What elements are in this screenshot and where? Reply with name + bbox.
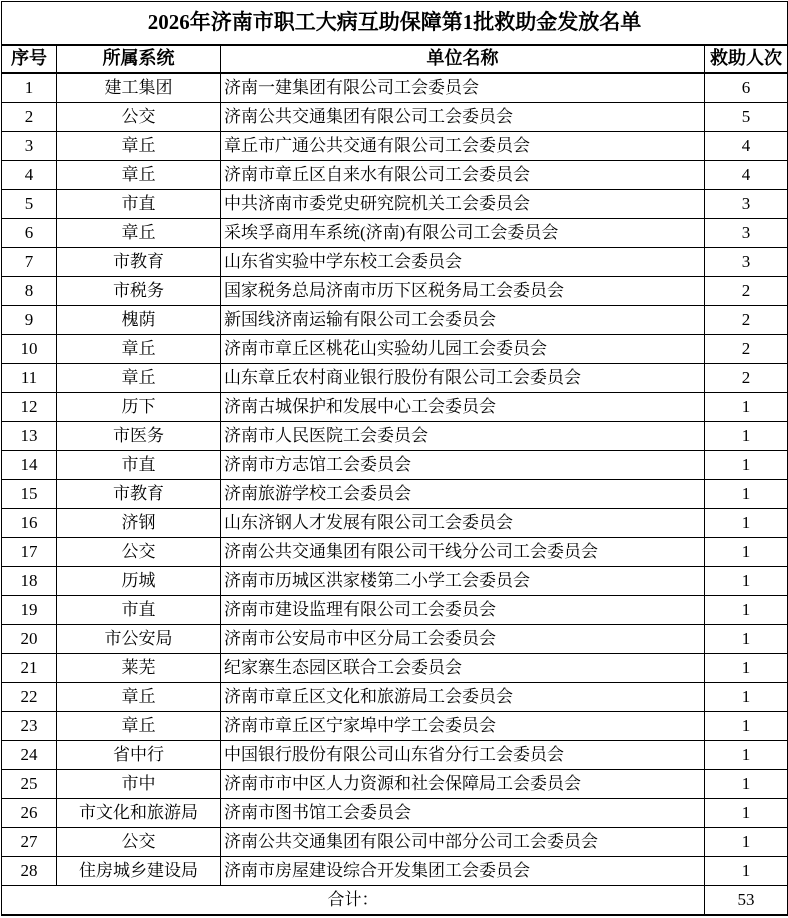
row-count: 2 [705, 306, 788, 335]
row-unit: 新国线济南运输有限公司工会委员会 [221, 306, 705, 335]
row-unit: 中共济南市委党史研究院机关工会委员会 [221, 190, 705, 219]
row-index: 2 [2, 103, 57, 132]
row-count: 1 [705, 857, 788, 886]
row-index: 25 [2, 770, 57, 799]
table-row [2, 625, 788, 654]
row-unit: 济南古城保护和发展中心工会委员会 [221, 393, 705, 422]
table-row [2, 277, 788, 306]
row-unit: 山东济钢人才发展有限公司工会委员会 [221, 509, 705, 538]
row-system: 章丘 [57, 335, 221, 364]
col-header-index: 序号 [2, 45, 57, 73]
row-index: 11 [2, 364, 57, 393]
table-row [2, 451, 788, 480]
row-system: 章丘 [57, 364, 221, 393]
row-index: 20 [2, 625, 57, 654]
row-unit: 济南市人民医院工会委员会 [221, 422, 705, 451]
row-system: 市文化和旅游局 [57, 799, 221, 828]
header-row [2, 45, 788, 73]
row-system: 市医务 [57, 422, 221, 451]
row-system: 章丘 [57, 683, 221, 712]
row-unit: 济南公共交通集团有限公司中部分公司工会委员会 [221, 828, 705, 857]
row-system: 市直 [57, 596, 221, 625]
row-count: 1 [705, 451, 788, 480]
row-index: 7 [2, 248, 57, 277]
total-label: 合计： [2, 886, 705, 916]
row-count: 4 [705, 161, 788, 190]
row-system: 历下 [57, 393, 221, 422]
row-system: 章丘 [57, 161, 221, 190]
row-unit: 济南市房屋建设综合开发集团工会委员会 [221, 857, 705, 886]
row-count: 1 [705, 567, 788, 596]
table-row [2, 103, 788, 132]
row-index: 14 [2, 451, 57, 480]
row-unit: 济南市方志馆工会委员会 [221, 451, 705, 480]
row-system: 章丘 [57, 132, 221, 161]
table-row [2, 219, 788, 248]
row-count: 1 [705, 538, 788, 567]
table-row [2, 567, 788, 596]
table-row [2, 132, 788, 161]
col-header-unit: 单位名称 [221, 45, 705, 73]
row-index: 18 [2, 567, 57, 596]
table-row [2, 683, 788, 712]
row-count: 2 [705, 335, 788, 364]
table-body [2, 73, 788, 886]
row-count: 1 [705, 712, 788, 741]
row-system: 市教育 [57, 248, 221, 277]
row-index: 10 [2, 335, 57, 364]
row-count: 1 [705, 741, 788, 770]
row-system: 公交 [57, 828, 221, 857]
row-system: 公交 [57, 538, 221, 567]
row-unit: 济南市章丘区桃花山实验幼儿园工会委员会 [221, 335, 705, 364]
table-row [2, 248, 788, 277]
row-system: 历城 [57, 567, 221, 596]
row-unit: 济南市图书馆工会委员会 [221, 799, 705, 828]
table-row [2, 364, 788, 393]
row-count: 3 [705, 190, 788, 219]
row-index: 28 [2, 857, 57, 886]
row-unit: 采埃孚商用车系统(济南)有限公司工会委员会 [221, 219, 705, 248]
table-row [2, 480, 788, 509]
row-index: 24 [2, 741, 57, 770]
table-row [2, 73, 788, 103]
total-row [2, 886, 788, 916]
table-row [2, 828, 788, 857]
col-header-system: 所属系统 [57, 45, 221, 73]
table-row [2, 741, 788, 770]
row-count: 6 [705, 73, 788, 103]
row-index: 23 [2, 712, 57, 741]
table-row [2, 654, 788, 683]
row-count: 1 [705, 422, 788, 451]
total-value: 53 [705, 886, 788, 916]
row-system: 章丘 [57, 712, 221, 741]
page-title: 2026年济南市职工大病互助保障第1批救助金发放名单 [2, 2, 788, 46]
col-header-count: 救助人次 [705, 45, 788, 73]
title-row [2, 2, 788, 46]
row-count: 3 [705, 219, 788, 248]
row-index: 9 [2, 306, 57, 335]
table-row [2, 393, 788, 422]
row-index: 19 [2, 596, 57, 625]
row-index: 13 [2, 422, 57, 451]
row-index: 15 [2, 480, 57, 509]
table-row [2, 190, 788, 219]
table-row [2, 770, 788, 799]
row-system: 公交 [57, 103, 221, 132]
row-unit: 济南市章丘区宁家埠中学工会委员会 [221, 712, 705, 741]
row-count: 1 [705, 596, 788, 625]
row-unit: 济南一建集团有限公司工会委员会 [221, 73, 705, 103]
row-index: 16 [2, 509, 57, 538]
row-system: 住房城乡建设局 [57, 857, 221, 886]
row-system: 省中行 [57, 741, 221, 770]
table-row [2, 161, 788, 190]
row-count: 1 [705, 828, 788, 857]
table-row [2, 538, 788, 567]
row-unit: 济南市章丘区文化和旅游局工会委员会 [221, 683, 705, 712]
row-unit: 济南公共交通集团有限公司干线分公司工会委员会 [221, 538, 705, 567]
row-unit: 济南市市中区人力资源和社会保障局工会委员会 [221, 770, 705, 799]
row-unit: 济南旅游学校工会委员会 [221, 480, 705, 509]
row-system: 市直 [57, 190, 221, 219]
row-system: 市教育 [57, 480, 221, 509]
row-count: 1 [705, 683, 788, 712]
row-index: 22 [2, 683, 57, 712]
row-count: 1 [705, 509, 788, 538]
row-system: 市公安局 [57, 625, 221, 654]
row-index: 8 [2, 277, 57, 306]
table-row [2, 857, 788, 886]
table-row [2, 712, 788, 741]
row-unit: 济南市公安局市中区分局工会委员会 [221, 625, 705, 654]
table-row [2, 306, 788, 335]
row-system: 莱芜 [57, 654, 221, 683]
row-system: 市税务 [57, 277, 221, 306]
row-count: 2 [705, 277, 788, 306]
row-unit: 国家税务总局济南市历下区税务局工会委员会 [221, 277, 705, 306]
row-index: 12 [2, 393, 57, 422]
table-row [2, 799, 788, 828]
row-count: 1 [705, 770, 788, 799]
row-count: 3 [705, 248, 788, 277]
row-system: 章丘 [57, 219, 221, 248]
row-index: 27 [2, 828, 57, 857]
row-index: 1 [2, 73, 57, 103]
row-index: 4 [2, 161, 57, 190]
row-unit: 山东章丘农村商业银行股份有限公司工会委员会 [221, 364, 705, 393]
row-unit: 济南公共交通集团有限公司工会委员会 [221, 103, 705, 132]
row-count: 1 [705, 393, 788, 422]
row-unit: 山东省实验中学东校工会委员会 [221, 248, 705, 277]
row-system: 建工集团 [57, 73, 221, 103]
row-unit: 章丘市广通公共交通有限公司工会委员会 [221, 132, 705, 161]
row-unit: 中国银行股份有限公司山东省分行工会委员会 [221, 741, 705, 770]
row-index: 5 [2, 190, 57, 219]
table-row [2, 509, 788, 538]
row-count: 2 [705, 364, 788, 393]
row-system: 市中 [57, 770, 221, 799]
relief-fund-table [1, 1, 788, 916]
row-count: 1 [705, 480, 788, 509]
row-unit: 纪家寨生态园区联合工会委员会 [221, 654, 705, 683]
row-unit: 济南市建设监理有限公司工会委员会 [221, 596, 705, 625]
row-index: 26 [2, 799, 57, 828]
row-index: 6 [2, 219, 57, 248]
row-index: 21 [2, 654, 57, 683]
row-count: 1 [705, 625, 788, 654]
row-count: 1 [705, 654, 788, 683]
row-index: 3 [2, 132, 57, 161]
table-row [2, 335, 788, 364]
row-count: 5 [705, 103, 788, 132]
row-count: 1 [705, 799, 788, 828]
row-system: 市直 [57, 451, 221, 480]
row-count: 4 [705, 132, 788, 161]
table-row [2, 596, 788, 625]
row-unit: 济南市章丘区自来水有限公司工会委员会 [221, 161, 705, 190]
table-row [2, 422, 788, 451]
row-unit: 济南市历城区洪家楼第二小学工会委员会 [221, 567, 705, 596]
row-index: 17 [2, 538, 57, 567]
row-system: 槐荫 [57, 306, 221, 335]
row-system: 济钢 [57, 509, 221, 538]
